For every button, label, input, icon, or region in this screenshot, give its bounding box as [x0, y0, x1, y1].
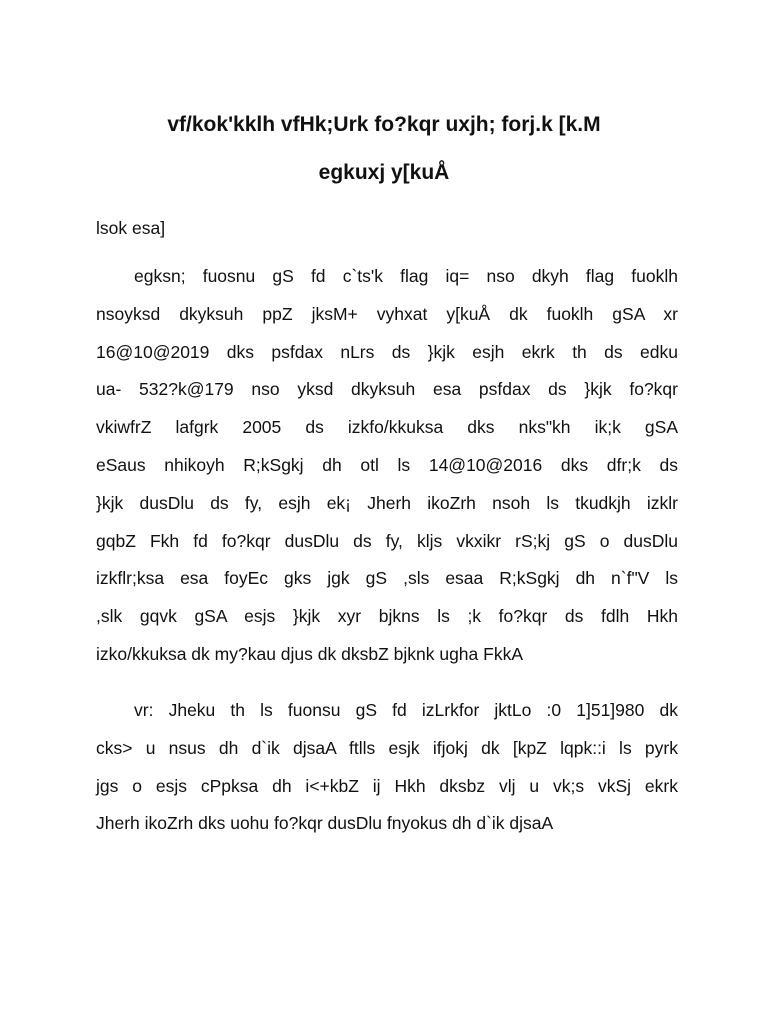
paragraph-line: ,slk gqvk gSA esjs }kjk xyr bjkns ls ;k fo?kqr ds fdlh Hkh: [96, 606, 678, 627]
body-paragraph-2: [96, 692, 678, 843]
paragraph-line: vr: Jheku th ls fuonsu gS fd izLrkfor jktLo :0 1]51]980 dk: [134, 700, 678, 720]
body-paragraph-1: [96, 258, 678, 674]
salutation: lsok esa]: [96, 218, 166, 238]
document-title: [96, 101, 672, 197]
title-line-2: egkuxj y[kuÅ: [318, 161, 450, 184]
paragraph-line: gqbZ Fkh fd fo?kqr dusDlu ds fy, kljs vkxikr rS;kj gS o dusDlu: [96, 530, 678, 551]
paragraph-line: nsoyksd dkyksuh ppZ jksM+ vyhxat y[kuÅ dk fuoklh gSA xr: [96, 303, 678, 324]
title-line-1: vf/kok'kklh vfHk;Urk fo?kqr uxjh; forj.k [k.M: [167, 113, 601, 136]
paragraph-line: }kjk dusDlu ds fy, esjh ek¡ Jherh ikoZrh nsoh ls tkudkjh izklr: [96, 492, 678, 513]
paragraph-line: 16@10@2019 dks psfdax nLrs ds }kjk esjh ekrk th ds edku: [96, 341, 678, 362]
paragraph-line: izkflr;ksa esa foyEc gks jgk gS ,sls esaa R;kSgkj dh n`f"V ls: [96, 568, 678, 589]
paragraph-line: Jherh ikoZrh dks uohu fo?kqr dusDlu fnyokus dh d`ik djsaA: [96, 813, 554, 834]
paragraph-line: vkiwfrZ lafgrk 2005 ds izkfo/kkuksa dks nks"kh ik;k gSA: [96, 417, 678, 438]
paragraph-line: jgs o esjs cPpksa dh i<+kbZ ij Hkh dksbz vlj u vk;s vkSj ekrk: [96, 775, 678, 796]
paragraph-line: ua- 532?k@179 nso yksd dkyksuh esa psfdax ds }kjk fo?kqr: [96, 379, 678, 400]
paragraph-line: egksn; fuosnu gS fd c`ts'k flag iq= nso dkyh flag fuoklh: [134, 266, 678, 286]
paragraph-line: cks> u nsus dh d`ik djsaA ftlls esjk ifjokj dk [kpZ lqpk::i ls pyrk: [96, 737, 678, 758]
paragraph-line: eSaus nhikoyh R;kSgkj dh otl ls 14@10@2016 dks dfr;k ds: [96, 454, 678, 475]
paragraph-line: izko/kkuksa dk my?kau djus dk dksbZ bjknk ugha FkkA: [96, 643, 523, 664]
